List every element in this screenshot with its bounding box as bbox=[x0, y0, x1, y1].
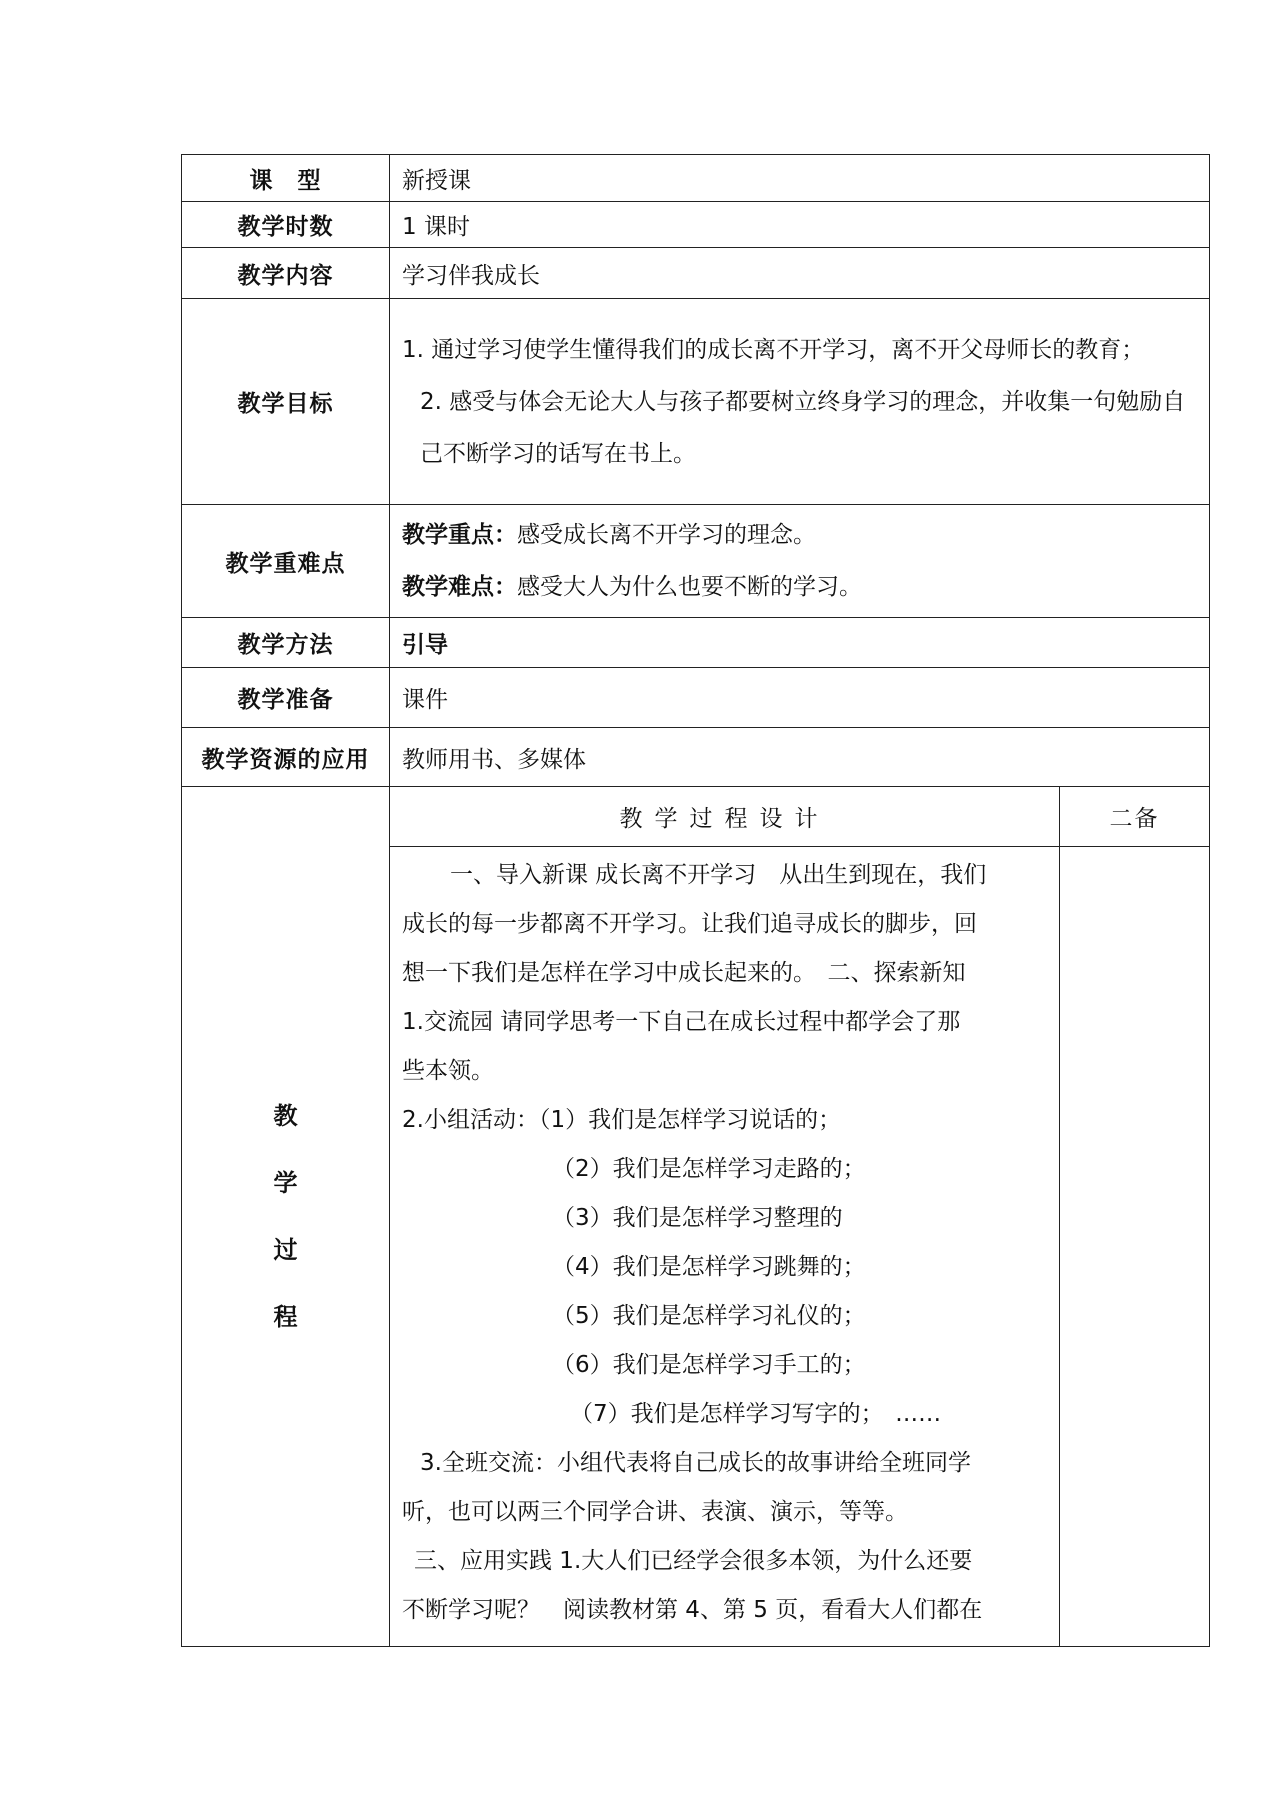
process-line: 3.全班交流：小组代表将自己成长的故事讲给全班同学 bbox=[420, 1450, 971, 1476]
hours-value: 1 课时 bbox=[390, 202, 1210, 248]
content-value: 学习伴我成长 bbox=[390, 248, 1210, 299]
lesson-plan-table bbox=[181, 154, 1210, 1647]
key-points-text bbox=[390, 505, 1210, 618]
goal-item-2: 2. 感受与体会无论大人与孩子都要树立终身学习的理念，并收集一句勉励自己不断学习的话写在书上。 bbox=[420, 388, 1186, 467]
process-line: （5）我们是怎样学习礼仪的； bbox=[552, 1303, 866, 1329]
goal-item-1: 1. 通过学习使学生懂得我们的成长离不开学习，离不开父母师长的教育； bbox=[402, 336, 1145, 363]
row-process-header bbox=[182, 787, 1210, 847]
second-prep-cell bbox=[1060, 847, 1210, 1647]
process-side-char: 过 bbox=[273, 1235, 298, 1264]
hours-label: 教学时数 bbox=[182, 202, 390, 248]
process-side-label bbox=[182, 787, 390, 1647]
content-label: 教学内容 bbox=[182, 248, 390, 299]
process-line: （3）我们是怎样学习整理的 bbox=[552, 1205, 843, 1231]
process-line: 一、导入新课 成长离不开学习 从出生到现在，我们 bbox=[450, 862, 987, 888]
key-points-label: 教学重难点 bbox=[182, 505, 390, 618]
process-line: 三、应用实践 1.大人们已经学会很多本领，为什么还要 bbox=[414, 1548, 973, 1574]
process-line: （2）我们是怎样学习走路的； bbox=[552, 1156, 866, 1182]
resources-label: 教学资源的应用 bbox=[182, 728, 390, 787]
method-value: 引导 bbox=[390, 618, 1210, 668]
method-label: 教学方法 bbox=[182, 618, 390, 668]
process-line: 想一下我们是怎样在学习中成长起来的。 二、探索新知 bbox=[402, 960, 966, 986]
process-line: 些本领。 bbox=[402, 1058, 494, 1084]
difficult-point-label: 教学难点： bbox=[402, 574, 517, 600]
process-line: （6）我们是怎样学习手工的； bbox=[552, 1352, 866, 1378]
difficult-point-text: 感受大人为什么也要不断的学习。 bbox=[517, 574, 862, 600]
process-line: （7）我们是怎样学习写字的； …… bbox=[570, 1401, 942, 1427]
goals-text bbox=[390, 299, 1210, 505]
row-course-type bbox=[182, 155, 1210, 202]
second-prep-header: 二备 bbox=[1060, 787, 1210, 847]
key-point-text: 感受成长离不开学习的理念。 bbox=[517, 522, 816, 548]
row-resources bbox=[182, 728, 1210, 787]
difficult-point bbox=[402, 561, 1197, 613]
row-method bbox=[182, 618, 1210, 668]
row-hours bbox=[182, 202, 1210, 248]
process-line: 1.交流园 请同学思考一下自己在成长过程中都学会了那 bbox=[402, 1009, 961, 1035]
row-key-points bbox=[182, 505, 1210, 618]
row-preparation bbox=[182, 668, 1210, 728]
goals-label: 教学目标 bbox=[182, 299, 390, 505]
key-point bbox=[402, 509, 1197, 561]
key-point-label: 教学重点： bbox=[402, 522, 517, 548]
process-line: 成长的每一步都离不开学习。让我们追寻成长的脚步，回 bbox=[402, 911, 977, 937]
course-type-label: 课 型 bbox=[182, 155, 390, 202]
process-design-header: 教学过程设计 bbox=[390, 787, 1060, 847]
preparation-value: 课件 bbox=[390, 668, 1210, 728]
row-goals bbox=[182, 299, 1210, 505]
row-content bbox=[182, 248, 1210, 299]
process-side-char: 教 bbox=[273, 1101, 298, 1130]
process-body bbox=[390, 847, 1060, 1647]
process-side-char: 程 bbox=[273, 1302, 298, 1331]
process-line: （4）我们是怎样学习跳舞的； bbox=[552, 1254, 866, 1280]
course-type-value: 新授课 bbox=[390, 155, 1210, 202]
resources-value: 教师用书、多媒体 bbox=[390, 728, 1210, 787]
process-line: 2.小组活动：（1）我们是怎样学习说话的； bbox=[402, 1107, 842, 1133]
preparation-label: 教学准备 bbox=[182, 668, 390, 728]
process-line: 不断学习呢？ 阅读教材第 4、第 5 页，看看大人们都在 bbox=[402, 1597, 983, 1623]
process-line: 听，也可以两三个同学合讲、表演、演示，等等。 bbox=[402, 1499, 908, 1525]
process-side-char: 学 bbox=[273, 1168, 298, 1197]
